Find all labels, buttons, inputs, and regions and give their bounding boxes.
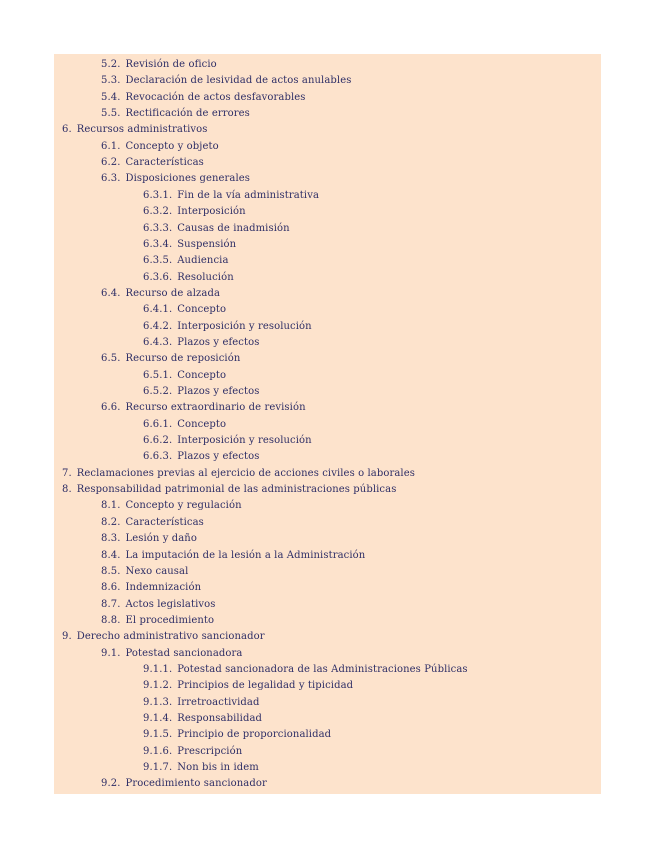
toc-entry-number: 6.3.1. [143,189,173,201]
toc-entry [101,107,250,121]
toc-entry [101,777,267,791]
toc-entry [101,647,242,661]
toc-entry-number: 5.4. [101,91,121,103]
toc-entry-number: 8.2. [101,516,121,528]
toc-entry-number: 6.4.2. [143,320,173,332]
toc-entry-number: 6.5.1. [143,369,173,381]
toc-entry-number: 9.1.5. [143,729,173,741]
toc-entry-number: 6.6.3. [143,451,173,463]
toc-entry-title: Potestad sancionadora [125,647,243,659]
toc-entry-number: 5.5. [101,108,121,120]
toc-entry-title: Prescripción [177,745,243,757]
toc-entry [101,401,306,415]
toc-entry [143,712,262,726]
toc-entry-title: Revocación de actos desfavorables [125,91,306,103]
toc-entry [143,434,312,448]
toc-entry-number: 8.7. [101,598,121,610]
toc-entry [62,483,396,497]
toc-entry-title: Plazos y efectos [177,386,260,397]
toc-entry-title: Fin de la vía administrativa [177,189,320,201]
toc-entry-title: La imputación de la lesión a la Administración [125,549,366,561]
toc-entry-title: Revisión de oficio [125,59,217,70]
toc-entry-number: 8.5. [101,565,121,577]
toc-entry-number: 6.3.6. [143,271,173,283]
toc-entry [143,254,229,268]
toc-entry-title: Non bis in idem [177,762,259,774]
toc-entry-title: Reclamaciones previas al ejercicio de acciones civiles o laborales [76,467,415,479]
toc-entry-title: Principio de proporcionalidad [177,729,332,741]
toc-entry-number: 6.4. [101,287,121,299]
toc-entry [101,565,188,579]
toc-entry [143,679,353,693]
toc-entry-number: 6.3. [101,173,121,185]
toc-entry [143,238,236,252]
toc-entry-number: 9.1.4. [143,713,173,724]
toc-entry-number: 6.5. [101,353,121,365]
toc-entry-title: Concepto y objeto [125,140,219,152]
toc-entry [143,271,234,285]
toc-entry-title: Plazos y efectos [177,336,260,348]
toc-entry-title: Concepto y regulación [125,500,242,512]
toc-entry-title: Resolución [177,271,234,283]
toc-entry-title: Responsabilidad [177,713,263,724]
toc-entry-title: Características [125,516,204,528]
toc-entry-number: 6.6. [101,402,121,414]
toc-entry-title: Rectificación de errores [125,108,250,120]
toc-entry-number: 6. [62,124,72,136]
toc-entry-number: 7. [62,467,72,479]
toc-entry [101,614,214,628]
toc-entry-title: Interposición y resolución [177,435,312,447]
toc-entry-number: 6.4.3. [143,336,173,348]
toc-entry-number: 6.3.2. [143,206,173,218]
toc-entry-title: Derecho administrativo sancionador [76,631,265,643]
toc-entry-number: 8.6. [101,582,121,594]
toc-entry-title: Concepto [177,418,227,430]
toc-entry-title: Disposiciones generales [125,173,251,185]
toc-entry [101,499,242,513]
toc-entry [101,156,204,170]
toc-entry-title: Recurso de alzada [125,287,221,299]
toc-entry [143,745,242,759]
toc-entry-number: 6.6.2. [143,435,173,447]
toc-entry [143,450,259,464]
toc-entry [101,598,215,612]
toc-entry [143,369,226,383]
toc-entry-number: 9.1.3. [143,696,173,708]
toc-entry-title: Interposición y resolución [177,320,312,332]
toc-entry-number: 5.2. [101,59,121,70]
toc-entry-number: 8.1. [101,500,121,512]
toc-entry [101,581,201,595]
toc-entry [143,385,259,399]
toc-entry [101,74,351,88]
toc-entry-number: 9.2. [101,778,121,790]
toc-entry [143,696,259,710]
toc-entry [101,172,250,186]
toc-entry-number: 6.3.5. [143,255,173,267]
toc-entry [143,222,290,236]
toc-entry [62,123,207,137]
toc-entry [143,189,319,203]
toc-entry-number: 9.1.7. [143,762,173,774]
toc-entry-title: Lesión y daño [125,533,197,545]
toc-entry-title: Causas de inadmisión [177,222,290,234]
toc-entry-title: Suspensión [177,238,237,250]
toc-entry [143,303,226,317]
toc-entry [143,336,259,350]
toc-entry-number: 6.4.1. [143,304,173,316]
toc-entry-title: Irretroactividad [177,696,260,708]
toc-entry-title: Recurso extraordinario de revisión [125,402,306,414]
toc-entry-title: Procedimiento sancionador [125,778,267,790]
toc-entry-title: Potestad sancionadora de las Administraciones Públicas [177,663,468,675]
toc-entry-number: 9.1.6. [143,745,173,757]
toc-entry [101,352,240,366]
toc-entry [101,549,365,563]
toc-entry-title: Audiencia [177,255,229,267]
toc-entry [101,140,219,154]
toc-entry-number: 6.5.2. [143,386,173,397]
toc-entry-title: Plazos y efectos [177,451,260,463]
toc-entry [62,467,415,481]
toc-entry-title: Responsabilidad patrimonial de las administraciones públicas [76,484,397,496]
toc-entry [143,761,259,775]
toc-entry-title: Nexo causal [125,565,189,577]
toc-entry-title: El procedimiento [125,614,215,626]
toc-entry-title: Recursos administrativos [76,124,208,136]
toc-panel [54,54,601,794]
toc-entry [101,516,204,530]
toc-entry-number: 9.1.2. [143,680,173,692]
toc-entry-number: 6.3.4. [143,238,173,250]
toc-entry-number: 6.6.1. [143,418,173,430]
toc-entry [101,91,306,105]
toc-entry-number: 6.1. [101,140,121,152]
toc-entry-title: Concepto [177,369,227,381]
toc-entry [62,630,265,644]
toc-entry-number: 9.1. [101,647,121,659]
toc-entry-title: Declaración de lesividad de actos anulables [125,75,352,87]
toc-entry-title: Indemnización [125,582,202,594]
toc-entry [101,58,217,72]
toc-entry-number: 6.2. [101,157,121,169]
toc-entry-number: 6.3.3. [143,222,173,234]
toc-entry [143,320,312,334]
toc-entry-title: Características [125,157,204,169]
toc-entry [101,532,197,546]
toc-entry-number: 8.4. [101,549,121,561]
toc-entry-title: Principios de legalidad y tipicidad [177,680,354,692]
toc-entry-title: Concepto [177,304,227,316]
toc-entry-title: Interposición [177,206,246,218]
toc-entry [143,205,246,219]
toc-entry [143,728,331,742]
toc-entry-number: 9.1.1. [143,663,173,675]
toc-entry-number: 8.8. [101,614,121,626]
toc-entry [143,418,226,432]
toc-entry [101,287,220,301]
toc-entry [143,663,468,677]
toc-entry-number: 8. [62,484,72,496]
toc-entry-title: Recurso de reposición [125,353,241,365]
toc-entry-number: 8.3. [101,533,121,545]
toc-entry-title: Actos legislativos [125,598,216,610]
toc-entry-number: 5.3. [101,75,121,87]
toc-entry-number: 9. [62,631,72,643]
